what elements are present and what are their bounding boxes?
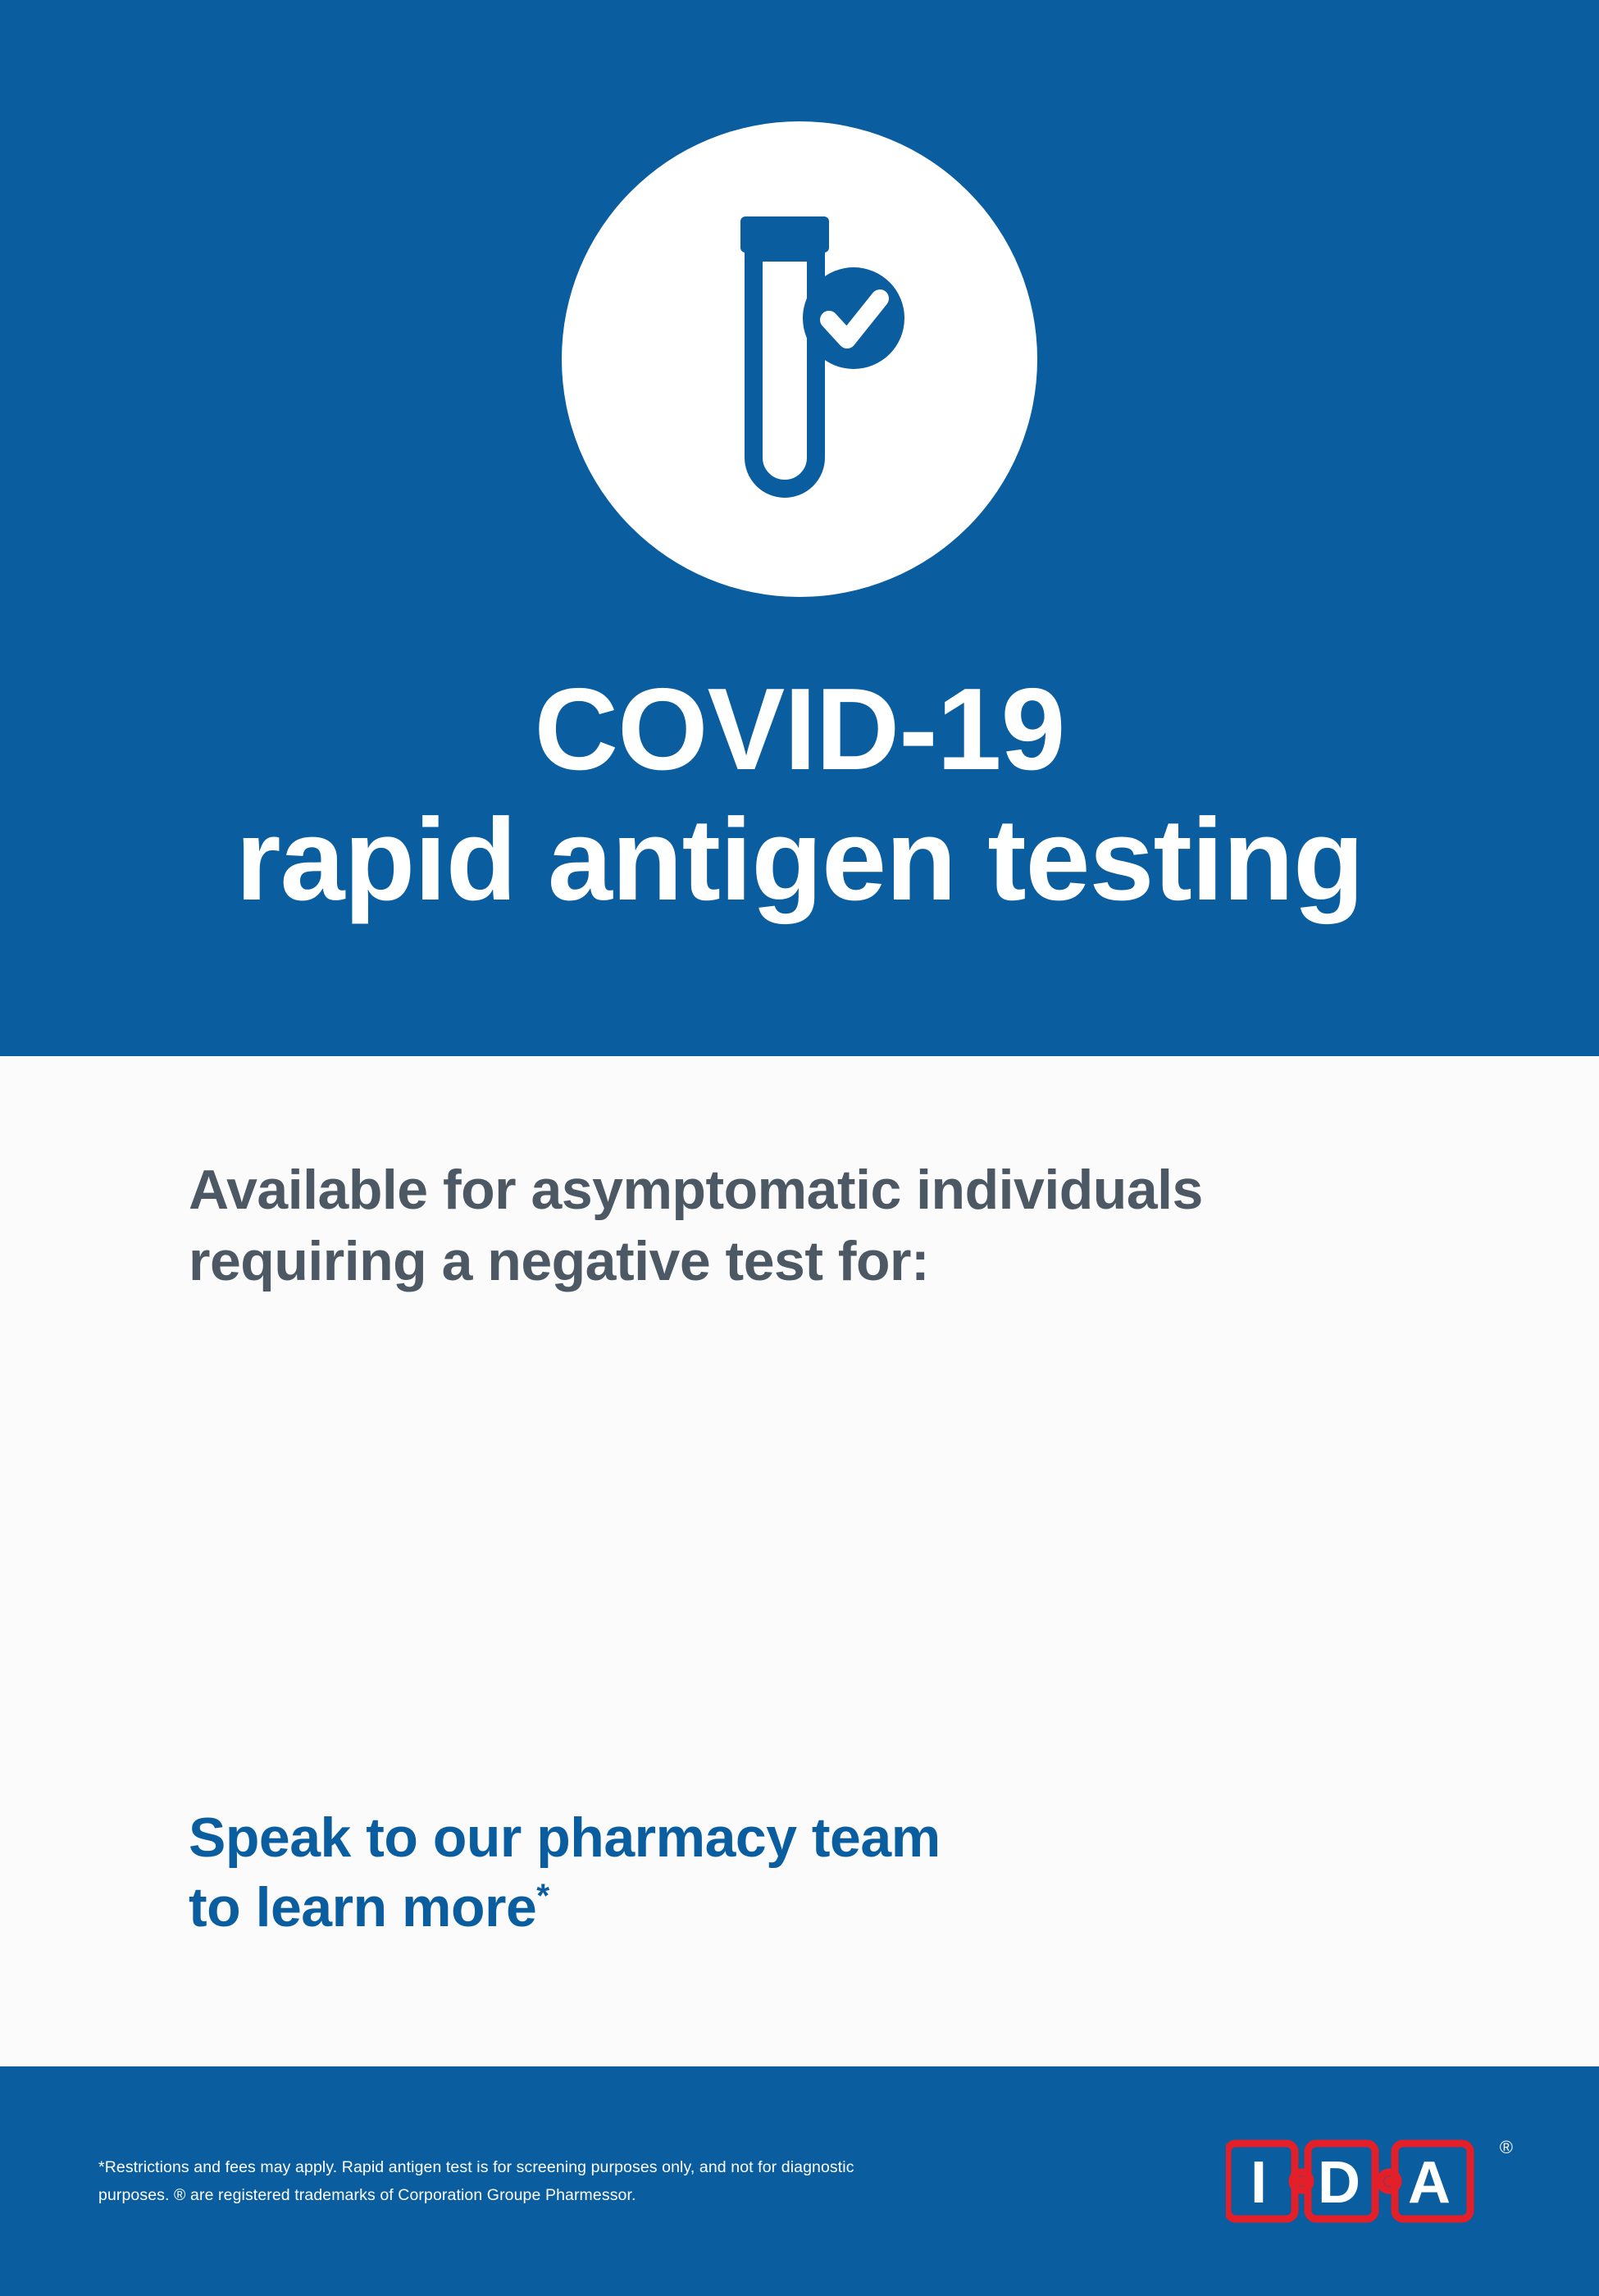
svg-text:A: A	[1407, 2150, 1451, 2216]
subhead-line2: requiring a negative test for:	[189, 1230, 930, 1293]
test-tube-check-icon	[668, 195, 931, 523]
svg-text:I: I	[1250, 2150, 1267, 2216]
subhead	[189, 1155, 1410, 1297]
cta-asterisk: *	[536, 1876, 549, 1915]
disclaimer-line1: *Restrictions and fees may apply. Rapid antigen test is for screening purposes only, and not for diagnostic	[98, 2157, 854, 2176]
hero-section	[0, 0, 1599, 1056]
call-to-action	[189, 1803, 941, 1943]
ida-logo	[1226, 2132, 1513, 2230]
hero-title-line1: COVID-19	[534, 664, 1065, 795]
cta-line2: to learn more	[189, 1876, 537, 1939]
registered-trademark-symbol: ®	[1499, 2137, 1513, 2157]
body-section	[0, 1056, 1599, 2066]
hero-title	[235, 664, 1363, 925]
test-tube-check-badge	[562, 121, 1037, 597]
ida-logo-mark	[1226, 2132, 1496, 2230]
disclaimer-line2: purposes. ® are registered trademarks of Corporation Groupe Pharmessor.	[98, 2186, 636, 2204]
svg-text:D: D	[1317, 2150, 1360, 2216]
cta-line1: Speak to our pharmacy team	[189, 1806, 941, 1869]
disclaimer-text	[98, 2153, 854, 2209]
subhead-line1: Available for asymptomatic individuals	[189, 1159, 1203, 1221]
hero-title-line2: rapid antigen testing	[235, 795, 1364, 926]
footer-section	[0, 2066, 1599, 2296]
